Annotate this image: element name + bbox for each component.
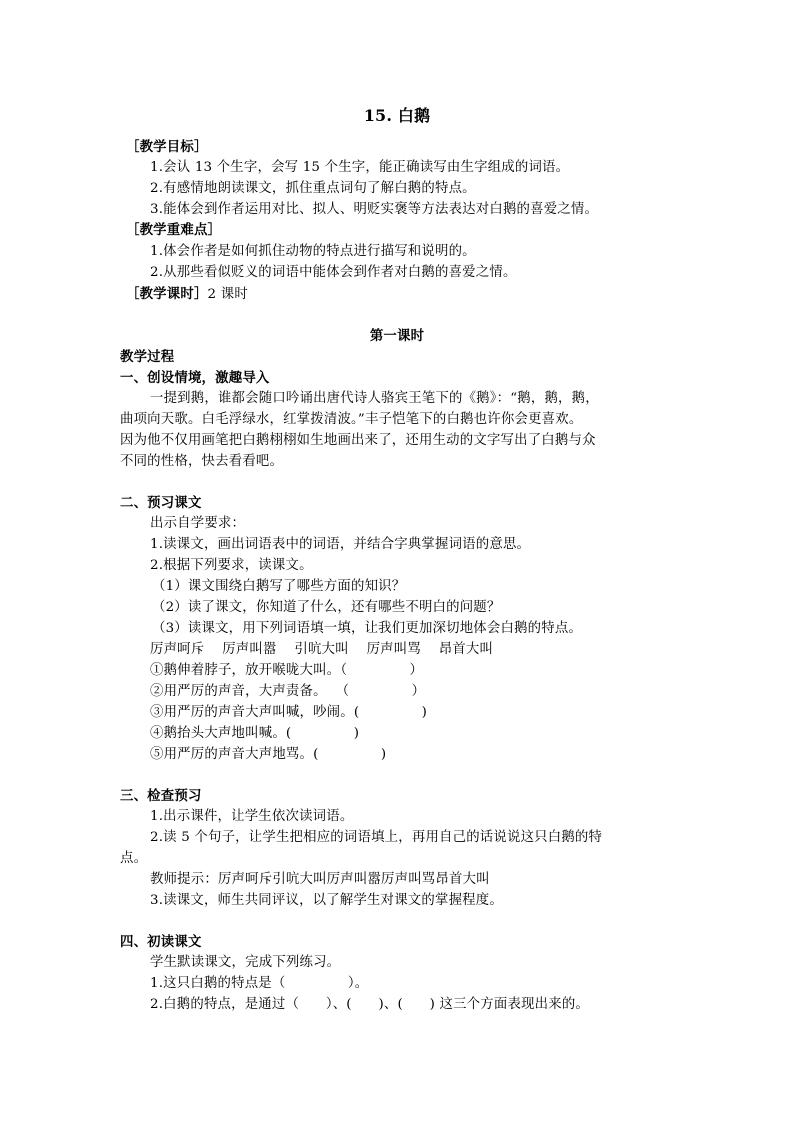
- lesson-time-value: 2 课时: [207, 287, 248, 302]
- document-title: 15. 白鹅: [363, 106, 431, 125]
- section4-line: 1.这只白鹅的特点是（ ）。: [150, 976, 369, 991]
- fill-blank-item: ②用严厉的声音，大声责备。 （ ）: [150, 684, 426, 699]
- section3-line: 点。: [120, 851, 148, 866]
- key-point-item: 1.体会作者是如何抓住动物的特点进行描写和说明的。: [150, 244, 476, 259]
- session-title: 第一课时: [369, 328, 425, 344]
- objective-item: 3.能体会到作者运用对比、拟人、明贬实褒等方法表达对白鹅的喜爱之情。: [150, 202, 599, 217]
- section2-item: 1.读课文，画出词语表中的词语，并结合字典掌握词语的意思。: [150, 537, 531, 552]
- key-points-heading: ［教学重难点］: [126, 222, 222, 238]
- section2-subitem: （2）读了课文，你知道了什么，还有哪些不明白的问题？: [152, 600, 501, 615]
- section3-line: 2.读 5 个句子，让学生把相应的词语填上，再用自己的话说说这只白鹅的特: [150, 830, 603, 845]
- section1-heading: 一、创设情境，激趣导入: [120, 370, 270, 386]
- section1-line: 不同的性格，快去看看吧。: [120, 454, 284, 469]
- section2-intro: 出示自学要求：: [150, 516, 246, 531]
- section3-line: 1.出示课件，让学生依次读词语。: [150, 809, 354, 824]
- fill-blank-item: ④鹅抬头大声地叫喊。( ): [150, 726, 360, 741]
- lesson-time-heading: ［教学课时］: [126, 286, 208, 302]
- lesson-time: [126, 284, 248, 305]
- key-point-item: 2.从那些看似贬义的词语中能体会到作者对白鹅的喜爱之情。: [150, 265, 517, 280]
- section1-line: 曲项向天歌。白毛浮绿水，红掌拨清波。”丰子恺笔下的白鹅也许你会更喜欢。: [120, 412, 583, 427]
- section3-heading: 三、检查预习: [120, 788, 202, 804]
- section3-line: 3.读课文，师生共同评议，以了解学生对课文的掌握程度。: [150, 893, 503, 908]
- fill-blank-item: ①鹅伸着脖子，放开喉咙大叫。（ ）: [150, 663, 424, 678]
- section4-line: 学生默读课文，完成下列练习。: [150, 955, 341, 970]
- section4-heading: 四、初读课文: [120, 934, 202, 950]
- objective-item: 1.会认 13 个生字，会写 15 个生字，能正确读写由生字组成的词语。: [150, 160, 570, 175]
- fill-blank-item: ③用严厉的声音大声叫喊，吵闹。( ): [150, 705, 428, 720]
- section1-line: 一提到鹅，谁都会随口吟诵出唐代诗人骆宾王笔下的《鹅》：“鹅，鹅，鹅，: [150, 391, 599, 406]
- fill-blank-item: ⑤用严厉的声音大声地骂。( ): [150, 747, 387, 762]
- section2-subitem: （1）课文围绕白鹅写了哪些方面的知识？: [152, 579, 406, 594]
- teacher-hint: 教师提示：厉声呵斥引吭大叫厉声叫嚣厉声叫骂昂首大叫: [150, 872, 490, 887]
- section2-item: 2.根据下列要求，读课文。: [150, 558, 313, 573]
- section2-subitem: （3）读课文，用下列词语填一填，让我们更加深切地体会白鹅的特点。: [152, 621, 583, 636]
- section1-line: 因为他不仅用画笔把白鹅栩栩如生地画出来了，还用生动的文字写出了白鹅与众: [120, 433, 596, 448]
- section2-heading: 二、预习课文: [120, 495, 202, 511]
- process-heading: 教学过程: [120, 349, 175, 365]
- objective-item: 2.有感情地朗读课文，抓住重点词句了解白鹅的特点。: [150, 181, 476, 196]
- section4-line: 2.白鹅的特点，是通过（ ）、( )、( ) 这三个方面表现出来的。: [150, 997, 590, 1012]
- objectives-heading: ［教学目标］: [126, 139, 208, 155]
- word-bank: 厉声呵斥 厉声叫嚣 引吭大叫 厉声叫骂 昂首大叫: [150, 642, 494, 657]
